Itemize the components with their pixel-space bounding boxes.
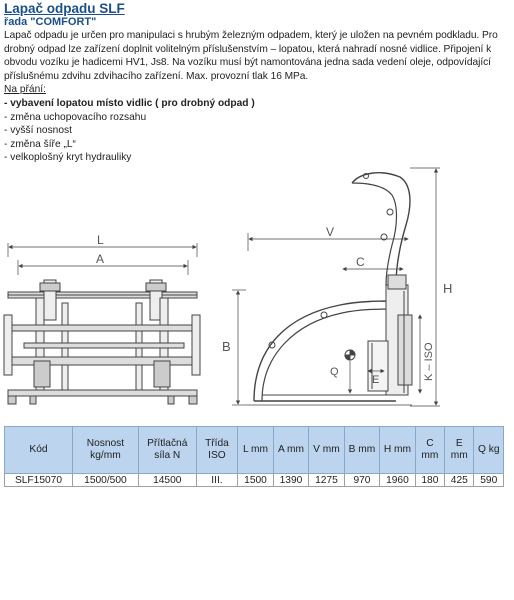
table-header-cell: A mm — [273, 427, 308, 474]
label-Q: Q — [330, 366, 339, 378]
options-heading: Na přání: — [4, 84, 46, 95]
table-header-row — [5, 427, 504, 474]
table-row — [5, 474, 504, 487]
label-K-ISO: K – ISO — [423, 342, 435, 381]
table-header-cell: E mm — [445, 427, 474, 474]
table-cell: 1390 — [273, 474, 308, 487]
table-cell: 14500 — [138, 474, 196, 487]
table-header-cell: Třída ISO — [196, 427, 238, 474]
label-V: V — [326, 225, 335, 239]
table-cell: 1275 — [309, 474, 344, 487]
label-H: H — [443, 281, 453, 296]
table-header-cell: Kód — [5, 427, 73, 474]
table-cell: 425 — [445, 474, 474, 487]
table-header-cell: C mm — [415, 427, 444, 474]
table-header-cell: B mm — [344, 427, 379, 474]
table-cell: 1960 — [380, 474, 415, 487]
table-header-cell: Přítlačná síla N — [138, 427, 196, 474]
page-subtitle: řada "COMFORT" — [4, 16, 97, 28]
spec-table — [4, 426, 504, 487]
front-view — [4, 243, 200, 404]
label-B: B — [222, 339, 231, 354]
option-item: - vybavení lopatou místo vidlic ( pro drobný odpad ) — [4, 98, 255, 109]
table-cell: III. — [196, 474, 238, 487]
option-item: - změna uchopovacího rozsahu — [4, 111, 147, 123]
option-item: - vyšší nosnost — [4, 125, 72, 136]
option-item: - velkoplošný kryt hydrauliky — [4, 152, 132, 163]
table-cell: 970 — [344, 474, 379, 487]
table-header-cell: L mm — [238, 427, 273, 474]
table-cell: 590 — [474, 474, 504, 487]
table-header-cell: H mm — [380, 427, 415, 474]
table-header-cell: V mm — [309, 427, 344, 474]
table-header-cell: Nosnost kg/mm — [72, 427, 138, 474]
label-E: E — [372, 374, 380, 386]
label-C: C — [356, 255, 365, 269]
page-title: Lapač odpadu SLF — [4, 1, 125, 16]
table-cell: 1500/500 — [72, 474, 138, 487]
technical-drawing — [0, 165, 514, 420]
table-cell: 180 — [415, 474, 444, 487]
table-cell: 1500 — [238, 474, 273, 487]
description-paragraph: Lapač odpadu je určen pro manipulaci s hrubým železným odpadem, který je uložen na pevném podkladu. Pro drobný odpad lze zařízení doplnit volitelným příslušenstvím – lopatou, která nahradí nosné vidlice. Připojení k obvodu vozíku je hadicemi HV1, Js8. Na vozíku musí být namontována jedna sada vedení oleje, odpovídající příslušnému zdvihu zdvihacího zařízení. Max. provozní tlak 16 MPa. — [4, 30, 498, 82]
options-list — [4, 97, 255, 165]
table-cell: SLF15070 — [5, 474, 73, 487]
table-header-cell: Q kg — [474, 427, 504, 474]
label-A: A — [96, 252, 105, 266]
option-item: - změna šíře „L“ — [4, 138, 76, 150]
label-L: L — [97, 233, 104, 247]
